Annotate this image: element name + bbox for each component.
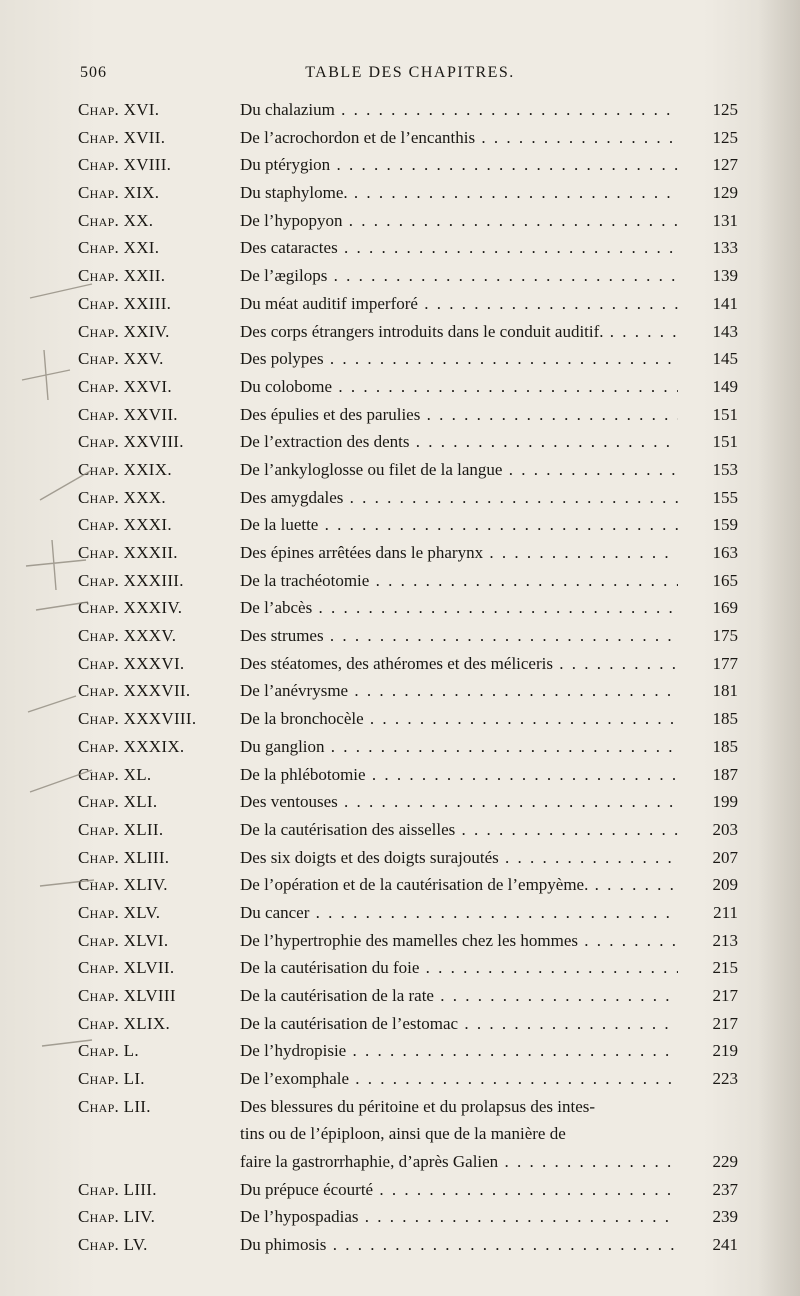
- chapter-number: Chap. XLVII.: [78, 958, 175, 978]
- chapter-number: Chap. XVIII.: [78, 155, 172, 175]
- chapter-title: Du chalazium . . .: [240, 96, 678, 124]
- toc-entry: [78, 318, 738, 346]
- toc-entry: [78, 428, 738, 456]
- toc-entry: [78, 179, 738, 207]
- chapter-title: De la phlébotomie . . .: [240, 761, 678, 789]
- chapter-number: Chap. LV.: [78, 1235, 148, 1255]
- page-ref: 125: [712, 100, 738, 119]
- chapter-title: Du ptérygion . . .: [240, 151, 678, 179]
- toc-entry: [78, 96, 738, 124]
- toc-entry: [78, 511, 738, 539]
- chapter-title: De l’exomphale . . .: [240, 1065, 678, 1093]
- toc-entry: [78, 761, 738, 789]
- chapter-number: Chap. XLVI.: [78, 930, 169, 950]
- page-ref: 219: [712, 1041, 738, 1061]
- chapter-number: Chap. XXXVIII.: [78, 709, 197, 729]
- page-ref: 127: [712, 155, 738, 175]
- chapter-number: Chap. XX.: [78, 210, 154, 230]
- toc-entry: [78, 567, 738, 595]
- page-ref: 185: [712, 736, 738, 756]
- toc-entry-multiline: [78, 1093, 738, 1176]
- page-ref: 237: [712, 1179, 738, 1199]
- chapter-number: Chap. XXIII.: [78, 293, 172, 313]
- toc-entry: [78, 816, 738, 844]
- toc-entry: [78, 1176, 738, 1204]
- chapter-number: Chap. XXV.: [78, 349, 164, 369]
- page-edge-shadow: [758, 0, 800, 1296]
- chapter-title: De l’ægilops . . .: [240, 262, 678, 290]
- chapter-title: Des épines arrêtées dans le pharynx . . .: [240, 539, 678, 567]
- toc-entry: [78, 622, 738, 650]
- page-ref: 229: [712, 1152, 738, 1172]
- page-ref: 213: [712, 930, 738, 950]
- page-ref: 151: [712, 404, 738, 424]
- chapter-number: Chap. XXVIII.: [78, 432, 184, 452]
- chapter-title: Des corps étrangers introduits dans le conduit auditif. . . .: [240, 318, 678, 346]
- chapter-number: Chap. XXI.: [78, 238, 160, 258]
- page-ref: 203: [712, 819, 738, 839]
- page-ref: 241: [712, 1235, 738, 1255]
- chapter-title: De l’opération et de la cautérisation de l’empyème. . . .: [240, 871, 678, 899]
- page-ref: 139: [712, 266, 738, 286]
- chapter-number: Chap. XVII.: [78, 127, 166, 147]
- chapter-number: Chap. XXIV.: [78, 321, 170, 341]
- toc-entry: [78, 234, 738, 262]
- chapter-title: Du phimosis . . .: [240, 1231, 678, 1259]
- toc-entry: [78, 594, 738, 622]
- chapter-number: Chap. XXVI.: [78, 376, 172, 396]
- toc-entry: [78, 1231, 738, 1259]
- chapter-number: Chap. XXII.: [78, 266, 166, 286]
- chapter-title: De l’extraction des dents . . .: [240, 428, 678, 456]
- page-ref: 223: [712, 1069, 738, 1089]
- toc-entry: [78, 484, 738, 512]
- chapter-title-line: tins ou de l’épiploon, ainsi que de la manière de: [240, 1124, 566, 1144]
- chapter-number: Chap. LIV.: [78, 1207, 156, 1227]
- chapter-title: Du méat auditif imperforé . . .: [240, 290, 678, 318]
- page-header: [80, 64, 740, 88]
- toc-entry: [78, 871, 738, 899]
- page-ref: 239: [712, 1207, 738, 1227]
- page-ref: 177: [712, 653, 738, 673]
- toc-entry: [78, 401, 738, 429]
- page-ref: 141: [712, 293, 738, 313]
- toc-entry: [78, 345, 738, 373]
- toc-entry: [78, 373, 738, 401]
- chapter-title: De l’anévrysme . . .: [240, 677, 678, 705]
- chapter-title: Du colobome . . .: [240, 373, 678, 401]
- chapter-title: De la cautérisation de la rate . . .: [240, 982, 678, 1010]
- page-ref: 209: [712, 875, 738, 895]
- page-ref: 153: [712, 459, 738, 479]
- page-ref: 163: [712, 543, 738, 562]
- chapter-number: Chap. XXXVII.: [78, 681, 191, 701]
- chapter-number: Chap. XXXIV.: [78, 598, 183, 618]
- chapter-number: Chap. LII.: [78, 1096, 151, 1116]
- chapter-title: Des strumes . . .: [240, 622, 678, 650]
- chapter-number: Chap. XXXV.: [78, 626, 177, 646]
- chapter-number: Chap. XXX.: [78, 487, 166, 507]
- toc-entry: [78, 207, 738, 235]
- chapter-title: Du ganglion . . .: [240, 733, 678, 761]
- chapter-title: Des stéatomes, des athéromes et des méliceris . . .: [240, 650, 678, 678]
- chapter-number: Chap. XLV.: [78, 902, 161, 922]
- toc-entry: [78, 899, 738, 927]
- page-ref: 143: [712, 321, 738, 341]
- page-ref: 217: [712, 986, 738, 1005]
- toc-entry: [78, 733, 738, 761]
- toc-entry: [78, 456, 738, 484]
- page-ref: 199: [712, 792, 738, 812]
- toc-entry: [78, 1203, 738, 1231]
- toc-entry: [78, 151, 738, 179]
- page-ref: 215: [712, 958, 738, 978]
- chapter-title: De l’hypospadias . . .: [240, 1203, 678, 1231]
- page-ref: 155: [712, 487, 738, 507]
- chapter-title: Du cancer . . .: [240, 899, 678, 927]
- page-ref: 133: [712, 238, 738, 258]
- chapter-number: Chap. LI.: [78, 1069, 145, 1089]
- toc-entry: [78, 1065, 738, 1093]
- chapter-title: De la cautérisation du foie . . .: [240, 954, 678, 982]
- chapter-title: De la trachéotomie . . .: [240, 567, 678, 595]
- page-ref: 207: [712, 847, 738, 867]
- chapter-number: Chap. XXXI.: [78, 515, 172, 535]
- page-ref: 175: [712, 626, 738, 646]
- toc-entry: [78, 290, 738, 318]
- chapter-number: Chap. XLI.: [78, 792, 158, 812]
- page-ref: 131: [712, 210, 738, 230]
- toc-entry: [78, 705, 738, 733]
- chapter-title: De l’abcès . . .: [240, 594, 678, 622]
- chapter-number: Chap. LIII.: [78, 1179, 157, 1199]
- chapter-title: De l’hypopyon . . .: [240, 207, 678, 235]
- chapter-title: De la luette . . .: [240, 511, 678, 539]
- chapter-title: Des amygdales . . .: [240, 484, 678, 512]
- chapter-title-line: Des blessures du péritoine et du prolapsus des intes-: [240, 1096, 596, 1116]
- table-of-contents: [78, 96, 738, 1259]
- chapter-title: Des polypes . . .: [240, 345, 678, 373]
- chapter-number: Chap. XIX.: [78, 183, 160, 203]
- toc-entry: [78, 1010, 738, 1038]
- toc-entry: [78, 927, 738, 955]
- chapter-number: Chap. XLII.: [78, 819, 164, 839]
- chapter-title: Du staphylome. . . .: [240, 179, 678, 207]
- chapter-title: Des épulies et des parulies . . .: [240, 401, 678, 429]
- chapter-title: Des six doigts et des doigts surajoutés . . .: [240, 844, 678, 872]
- chapter-title: De l’hypertrophie des mamelles chez les hommes . . .: [240, 927, 678, 955]
- chapter-number: Chap. XVI.: [78, 100, 160, 119]
- chapter-title: De la cautérisation de l’estomac . . .: [240, 1010, 678, 1038]
- chapter-number: Chap. L.: [78, 1041, 139, 1061]
- chapter-number: Chap. XXIX.: [78, 459, 172, 479]
- chapter-number: Chap. XL.: [78, 764, 152, 784]
- toc-entry: [78, 124, 738, 152]
- toc-entry: [78, 539, 738, 567]
- page-ref: 159: [712, 515, 738, 535]
- page-ref: 211: [713, 902, 738, 922]
- page-ref: 125: [712, 127, 738, 147]
- page-ref: 185: [712, 709, 738, 729]
- page-ref: 169: [712, 598, 738, 618]
- page-ref: 129: [712, 183, 738, 203]
- page-ref: 165: [712, 570, 738, 590]
- chapter-title: [240, 1093, 738, 1176]
- chapter-number: Chap. XLIX.: [78, 1013, 170, 1033]
- chapter-title: De la cautérisation des aisselles . . .: [240, 816, 678, 844]
- page-ref: 145: [712, 349, 738, 369]
- toc-entry: [78, 1037, 738, 1065]
- page-ref: 181: [712, 681, 738, 701]
- chapter-title: De l’ankyloglosse ou filet de la langue . . .: [240, 456, 678, 484]
- toc-entry: [78, 954, 738, 982]
- chapter-title-line: faire la gastrorrhaphie, d’après Galien . . .: [240, 1148, 678, 1176]
- chapter-title: Des ventouses . . .: [240, 788, 678, 816]
- page-ref: 149: [712, 376, 738, 396]
- chapter-number: Chap. XLIII.: [78, 847, 170, 867]
- page-ref: 187: [712, 764, 738, 784]
- chapter-number: Chap. XXVII.: [78, 404, 178, 424]
- page-number: 506: [80, 64, 107, 81]
- page-ref: 151: [712, 432, 738, 452]
- toc-entry: [78, 262, 738, 290]
- chapter-number: Chap. XXXIX.: [78, 736, 185, 756]
- page-ref: 217: [712, 1013, 738, 1033]
- chapter-number: Chap. XXXVI.: [78, 653, 185, 673]
- chapter-number: Chap. XLIV.: [78, 875, 168, 895]
- toc-entry: [78, 788, 738, 816]
- chapter-title: De la bronchocèle . . .: [240, 705, 678, 733]
- chapter-title: Des cataractes . . .: [240, 234, 678, 262]
- chapter-title: Du prépuce écourté . . .: [240, 1176, 678, 1204]
- chapter-number: Chap. XLVIII: [78, 986, 176, 1005]
- chapter-title: De l’hydropisie . . .: [240, 1037, 678, 1065]
- running-title: TABLE DES CHAPITRES.: [305, 64, 515, 81]
- chapter-number: Chap. XXXIII.: [78, 570, 184, 590]
- toc-entry: [78, 844, 738, 872]
- chapter-number: Chap. XXXII.: [78, 543, 178, 562]
- toc-entry: [78, 982, 738, 1010]
- chapter-title: De l’acrochordon et de l’encanthis . . .: [240, 124, 678, 152]
- toc-entry: [78, 677, 738, 705]
- toc-entry: [78, 650, 738, 678]
